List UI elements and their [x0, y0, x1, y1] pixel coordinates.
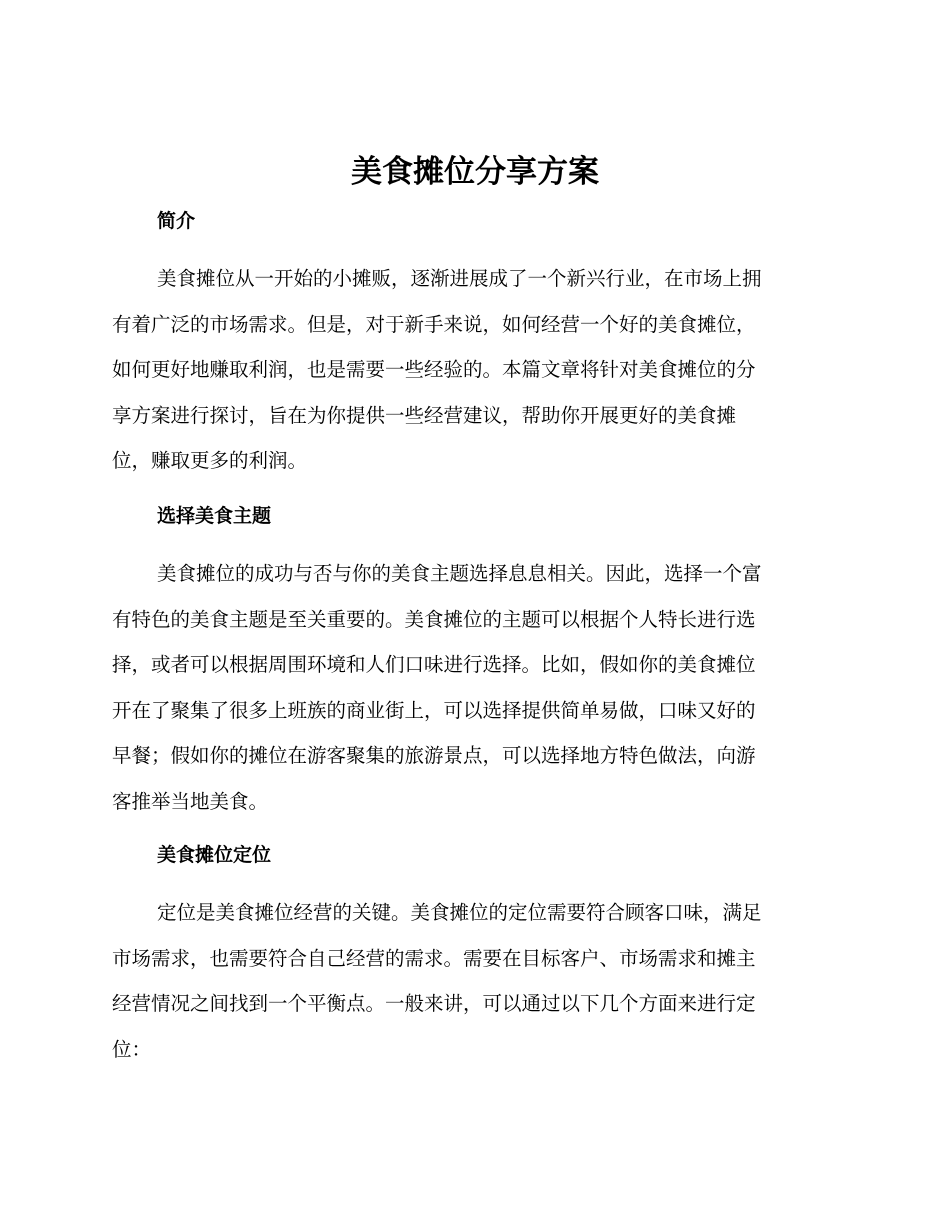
- paragraph-line: 位，赚取更多的利润。: [112, 449, 308, 472]
- paragraph-line: 享方案进行探讨，旨在为你提供一些经营建议，帮助你开展更好的美食摊: [112, 403, 737, 427]
- paragraph-line: 如何更好地赚取利润，也是需要一些经验的。本篇文章将针对美食摊位的分: [112, 358, 756, 381]
- paragraph-line: 经营情况之间找到一个平衡点。一般来讲，可以通过以下几个方面来进行定: [112, 992, 756, 1015]
- paragraph-line: 位：: [112, 1037, 152, 1061]
- section-heading-theme: 选择美食主题: [157, 505, 272, 527]
- paragraph-line: 定位是美食摊位经营的关键。美食摊位的定位需要符合顾客口味，满足: [157, 901, 762, 924]
- section-heading-intro: 简介: [157, 210, 196, 232]
- section-paragraph-intro: [112, 256, 836, 484]
- paragraph-line: 开在了聚集了很多上班族的商业街上，可以选择提供简单易做，口味又好的: [112, 698, 756, 722]
- paragraph-line: 有特色的美食主题是至关重要的。美食摊位的主题可以根据个人特长进行选: [112, 607, 756, 631]
- paragraph-line: 美食摊位的成功与否与你的美食主题选择息息相关。因此，选择一个富: [157, 562, 762, 585]
- paragraph-line: 市场需求，也需要符合自己经营的需求。需要在目标客户、市场需求和摊主: [112, 946, 756, 970]
- paragraph-line: 客推举当地美食。: [112, 789, 269, 813]
- paragraph-line: 早餐；假如你的摊位在游客聚集的旅游景点，可以选择地方特色做法，向游: [112, 744, 756, 767]
- paragraph-line: 择，或者可以根据周围环境和人们口味进行选择。比如，假如你的美食摊位: [112, 653, 756, 676]
- document-title: 美食摊位分享方案: [351, 154, 599, 190]
- paragraph-line: 有着广泛的市场需求。但是，对于新手来说，如何经营一个好的美食摊位，: [112, 312, 756, 336]
- section-paragraph-positioning: [112, 890, 836, 1072]
- section-paragraph-theme: [112, 551, 836, 824]
- section-heading-positioning: 美食摊位定位: [157, 844, 272, 866]
- paragraph-line: 美食摊位从一开始的小摊贩，逐渐进展成了一个新兴行业，在市场上拥: [157, 267, 762, 290]
